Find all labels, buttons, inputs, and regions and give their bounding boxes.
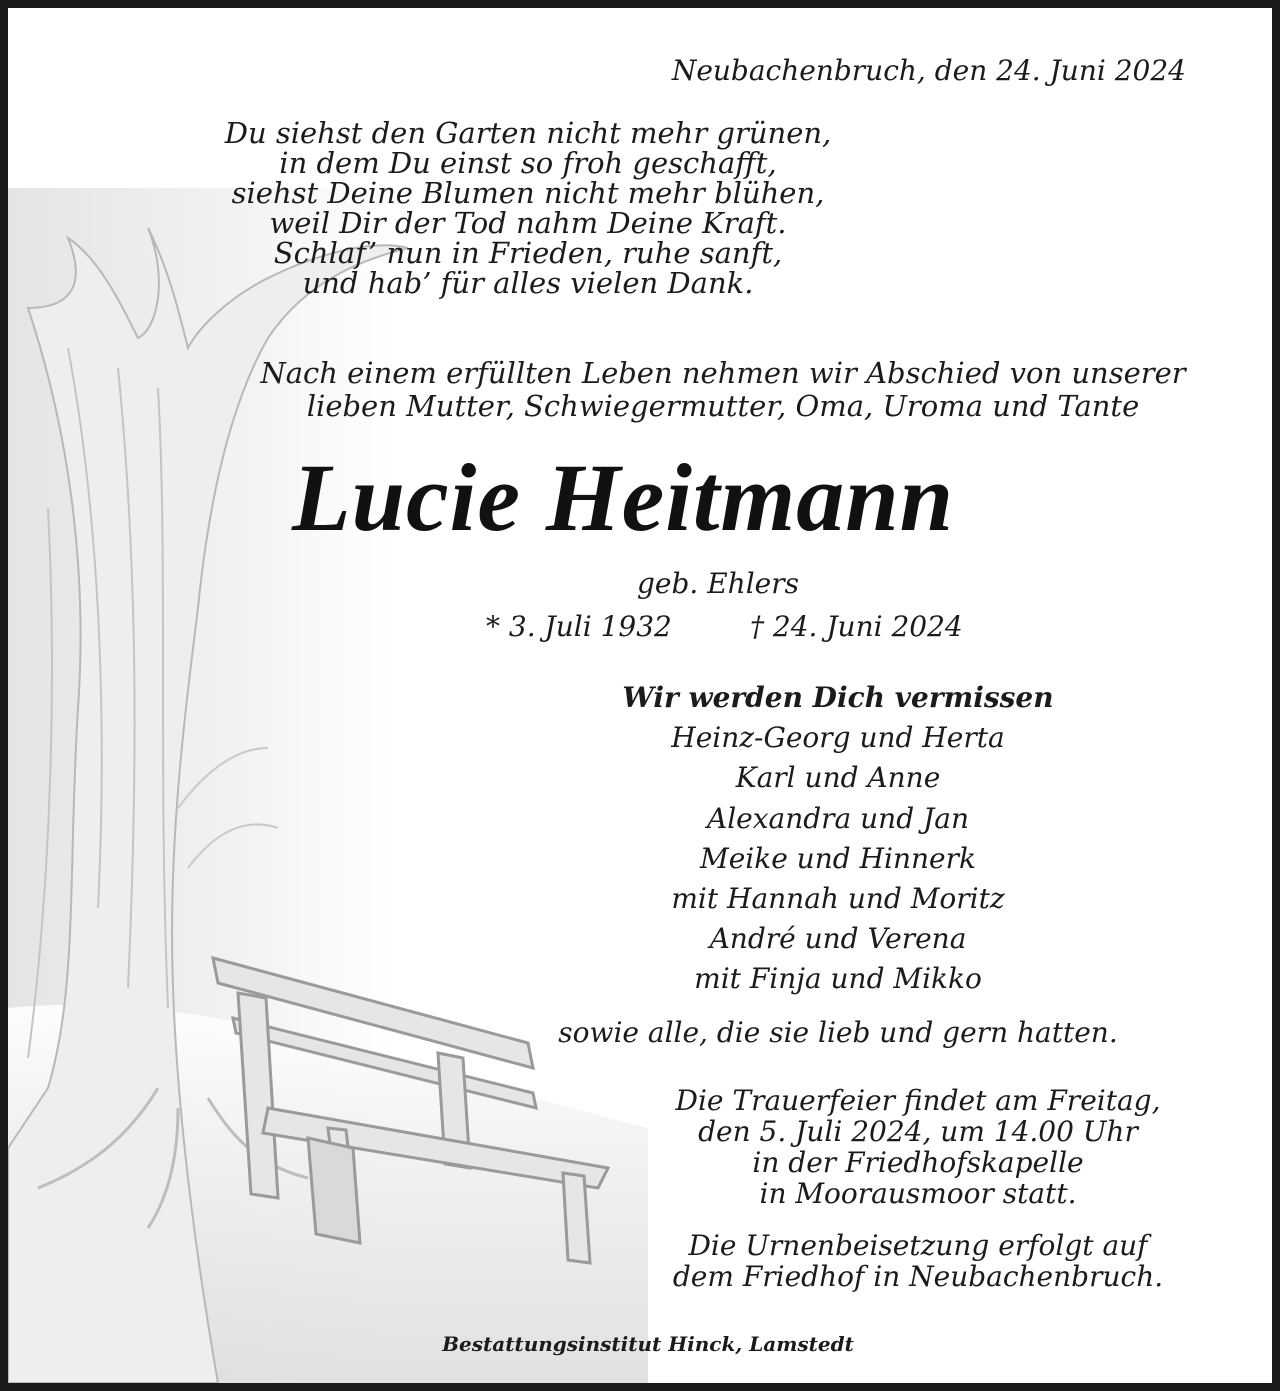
mourner-line: Meike und Hinnerk: [700, 841, 976, 875]
birth-name: geb. Ehlers: [637, 567, 799, 600]
mourners-heading: Wir werden Dich vermissen: [622, 681, 1054, 714]
poem-line: weil Dir der Tod nahm Deine Kraft.: [269, 206, 787, 240]
deceased-name: Lucie Heitmann: [292, 444, 954, 551]
poem-line: siehst Deine Blumen nicht mehr blühen,: [231, 176, 825, 210]
intro-line: Nach einem erfüllten Leben nehmen wir Abschied von unserer: [260, 356, 1186, 390]
intro-line: lieben Mutter, Schwiegermutter, Oma, Uroma und Tante: [306, 389, 1140, 423]
birth-date: * 3. Juli 1932: [486, 610, 672, 643]
place-date: Neubachenbruch, den 24. Juni 2024: [671, 54, 1186, 87]
urn-burial-info: [648, 1230, 1188, 1292]
poem-line: Schlaf’ nun in Frieden, ruhe sanft,: [273, 236, 783, 270]
poem-line: und hab’ für alles vielen Dank.: [302, 266, 754, 300]
undertaker: Bestattungsinstitut Hinck, Lamstedt: [442, 1332, 854, 1356]
poem: [208, 118, 848, 298]
funeral-service-info: [648, 1085, 1188, 1209]
mourner-line: André und Verena: [709, 922, 967, 956]
service-line: Die Trauerfeier findet am Freitag,: [675, 1084, 1161, 1117]
urn-line: dem Friedhof in Neubachenbruch.: [672, 1260, 1164, 1293]
mourner-line: mit Hannah und Moritz: [671, 882, 1005, 916]
poem-line: Du siehst den Garten nicht mehr grünen,: [224, 116, 832, 150]
poem-line: in dem Du einst so froh geschafft,: [279, 146, 777, 180]
mourner-line: mit Finja und Mikko: [694, 962, 982, 996]
mourner-line: Alexandra und Jan: [706, 801, 969, 835]
service-line: in Moorausmoor statt.: [759, 1177, 1077, 1210]
farewell-intro: [208, 357, 1238, 423]
mourner-line: Heinz-Georg und Herta: [671, 721, 1005, 755]
service-line: in der Friedhofskapelle: [752, 1146, 1084, 1179]
mourner-line: Karl und Anne: [735, 761, 941, 795]
mourners-also: sowie alle, die sie lieb und gern hatten.: [558, 1016, 1118, 1049]
death-date: † 24. Juni 2024: [750, 610, 963, 643]
urn-line: Die Urnenbeisetzung erfolgt auf: [688, 1229, 1148, 1262]
service-line: den 5. Juli 2024, um 14.00 Uhr: [698, 1115, 1138, 1148]
mourners-list: [578, 678, 1098, 1000]
